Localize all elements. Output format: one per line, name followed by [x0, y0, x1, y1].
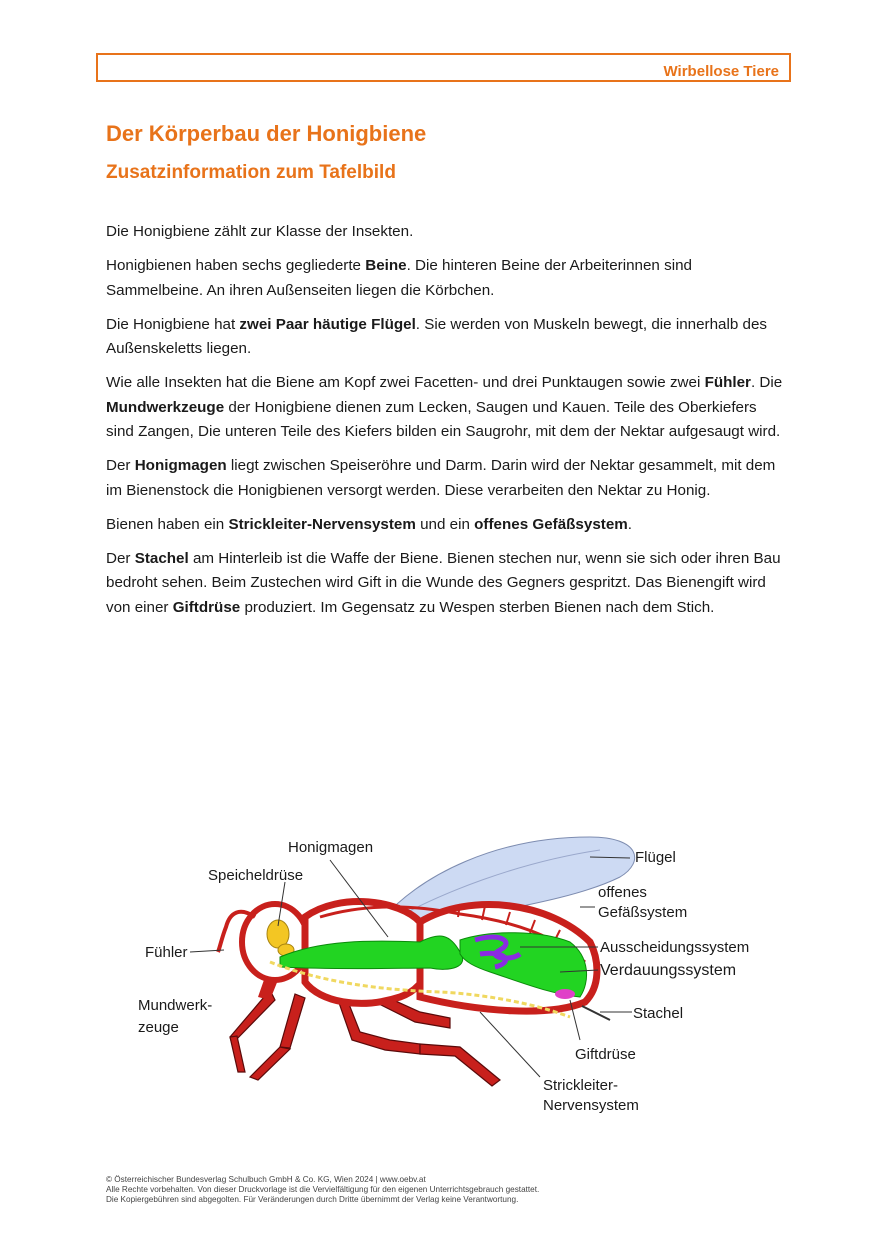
keyword-legs: Beine [365, 257, 407, 274]
keyword-wings: zwei Paar häutige Flügel [239, 315, 416, 333]
label-fuehler: Fühler [145, 944, 188, 961]
text-span: Bienen haben ein [106, 515, 229, 533]
keyword-nervous-system: Strickleiter-Nervensystem [228, 515, 416, 533]
text-span: am Hinterleib ist die Waffe der Biene. Bienen stechen nur, wenn sie sich oder ihren Bau bedroht sehen. Beim Zustechen wird Gift in die Wunde des Gegners gespritzt. Das Bienengift wird von einer [106, 549, 781, 616]
paragraph-honey-stomach [106, 454, 786, 503]
text-span: . [627, 515, 633, 533]
footer-rights: Alle Rechte vorbehalten. Von dieser Druckvorlage ist die Vervielfältigung für den eigenen Unterrichtsgebrauch gestattet. [106, 1185, 540, 1194]
page-subtitle: Zusatzinformation zum Tafelbild [106, 162, 396, 183]
label-gefaess-1: offenes [598, 884, 647, 901]
label-stachel: Stachel [633, 1005, 684, 1022]
keyword-sting: Stachel [134, 549, 189, 567]
label-giftdruese: Giftdrüse [575, 1046, 636, 1063]
text-span: liegt zwischen Speiseröhre und Darm. Darin wird der Nektar gesammelt, mit dem im Bienenstock die Honigbienen versorgt werden. Diese verarbeiten den Nektar zu Honig. [106, 457, 776, 499]
keyword-mouthparts: Mundwerkzeuge [106, 398, 225, 416]
text-span: Honigbienen haben sechs gegliederte [106, 257, 366, 274]
paragraph-wings [106, 313, 786, 362]
paragraph-classification [106, 220, 786, 245]
paragraph-sting [106, 547, 786, 621]
footer-disclaimer: Die Kopiergebühren sind abgegolten. Für Veränderungen durch Dritte übernimmt der Verlag keine Verantwortung. [106, 1195, 519, 1204]
keyword-venom-gland: Giftdrüse [172, 598, 241, 616]
text-span: und ein [415, 515, 475, 533]
label-mundwerkzeuge-2: zeuge [138, 1019, 179, 1036]
label-gefaess-2: Gefäßsystem [598, 904, 688, 921]
label-fluegel: Flügel [635, 849, 676, 866]
mouthparts [258, 977, 278, 1000]
body-text [106, 220, 786, 630]
keyword-antennae: Fühler [704, 374, 751, 391]
label-honigmagen: Honigmagen [288, 839, 374, 856]
section-label: Wirbellose Tiere [663, 63, 779, 80]
header-box [96, 53, 791, 82]
label-nerven-2: Nervensystem [543, 1097, 639, 1114]
text-span: Der [106, 457, 135, 474]
text-span: der Honigbiene dienen zum Lecken, Saugen und Kauen. Teile des Oberkiefers sind Zangen, Die unteren Teile des Kiefers bilden ein Saugrohr, mit dem der Nektar aufgesaugt wird. [106, 398, 781, 440]
text-span: . Die [750, 374, 783, 391]
venom-gland [555, 989, 575, 999]
bee-anatomy-diagram [120, 822, 770, 1122]
text-span: Die Honigbiene zählt zur Klasse der Insekten. [106, 223, 414, 240]
text-span: Die Honigbiene hat [106, 315, 240, 333]
label-speicheldruese: Speicheldrüse [208, 867, 304, 884]
sting [582, 1006, 610, 1020]
paragraph-legs [106, 254, 786, 303]
label-mundwerkzeuge-1: Mundwerk- [138, 997, 213, 1014]
footer-copyright: © Österreichischer Bundesverlag Schulbuch GmbH & Co. KG, Wien 2024 | www.oebv.at [106, 1175, 426, 1184]
text-span: Wie alle Insekten hat die Biene am Kopf zwei Facetten- und drei Punktaugen sowie zwei [106, 374, 705, 391]
text-span: produziert. Im Gegensatz zu Wespen sterben Bienen nach dem Stich. [240, 598, 715, 616]
footer [106, 1175, 539, 1205]
keyword-circulatory-system: offenes Gefäßsystem [474, 515, 628, 533]
text-span: . Die hinteren Beine der Arbeiterinnen sind Sammelbeine. An ihren Außenseiten liegen die Körbchen. [106, 257, 692, 299]
label-ausscheidung: Ausscheidungssystem [600, 939, 750, 956]
label-verdauung: Verdauungssystem [600, 962, 737, 979]
label-nerven-1: Strickleiter- [543, 1077, 619, 1094]
page-title: Der Körperbau der Honigbiene [106, 121, 427, 146]
paragraph-head [106, 371, 786, 445]
paragraph-systems [106, 513, 786, 538]
text-span: Der [106, 549, 135, 567]
text-span: . Sie werden von Muskeln bewegt, die innerhalb des Außenskeletts liegen. [106, 315, 768, 357]
keyword-honey-stomach: Honigmagen [134, 457, 227, 474]
